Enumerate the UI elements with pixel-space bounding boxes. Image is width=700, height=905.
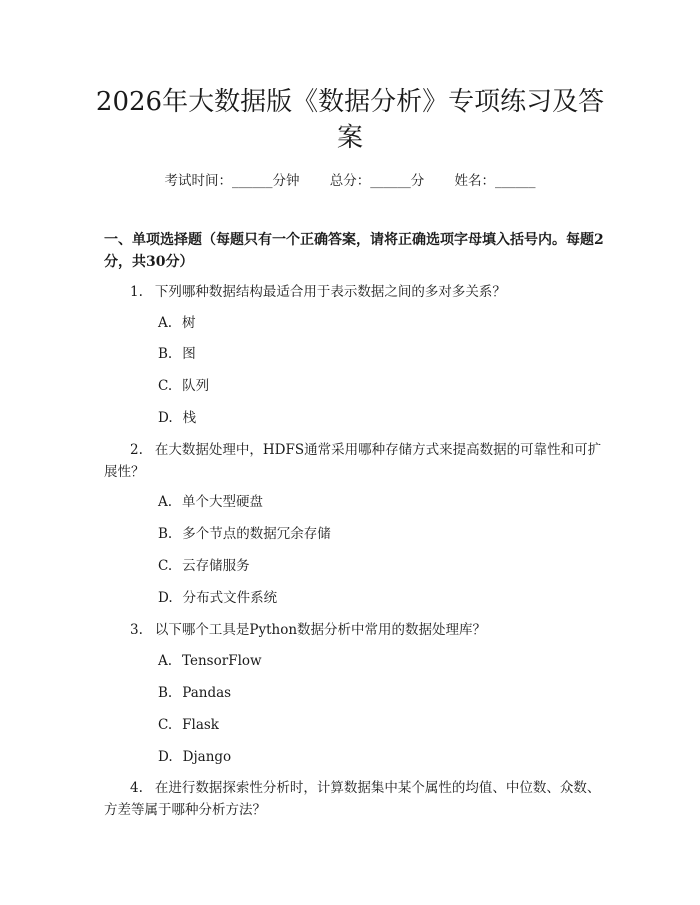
q3-option-c xyxy=(158,715,219,735)
q1-option-d xyxy=(158,408,196,428)
q2-option-a xyxy=(158,492,263,512)
section-heading: 一、单项选择题（每题只有一个正确答案，请将正确选项字母填入括号内。每题2分，共30分） xyxy=(104,232,604,270)
question-2 xyxy=(104,439,604,483)
question-number: 3. xyxy=(130,622,143,638)
option-letter: B. xyxy=(158,685,173,701)
option-text: Flask xyxy=(182,717,219,733)
exam-meta xyxy=(0,169,700,189)
q3-option-b xyxy=(158,683,231,703)
q1-option-c xyxy=(158,376,209,396)
option-text: 图 xyxy=(182,346,196,362)
q2-option-b xyxy=(158,524,331,544)
option-letter: B. xyxy=(158,346,173,362)
total-score-field: 总分：______分 xyxy=(329,173,425,189)
q2-option-d xyxy=(158,588,277,608)
q1-option-b xyxy=(158,344,196,364)
q3-option-d xyxy=(158,747,231,767)
option-letter: B. xyxy=(158,526,173,542)
name-field: 姓名：______ xyxy=(454,173,536,189)
question-text: 以下哪个工具是Python数据分析中常用的数据处理库？ xyxy=(154,622,487,638)
question-3 xyxy=(104,619,604,641)
option-letter: A. xyxy=(158,653,173,669)
q3-option-a xyxy=(158,651,262,671)
q2-option-c xyxy=(158,556,250,576)
option-text: TensorFlow xyxy=(182,653,262,669)
question-number: 1. xyxy=(130,284,143,300)
option-letter: D. xyxy=(158,410,173,426)
option-text: 分布式文件系统 xyxy=(182,590,278,606)
option-text: 栈 xyxy=(182,410,197,426)
question-text: 在进行数据探索性分析时，计算数据集中某个属性的均值、中位数、众数、方差等属于哪种分析方法？ xyxy=(104,780,601,818)
question-4 xyxy=(104,777,604,821)
option-text: Pandas xyxy=(182,685,232,701)
question-number: 4. xyxy=(130,780,143,796)
option-text: 单个大型硬盘 xyxy=(182,494,264,510)
document-title: 2026年大数据版《数据分析》专项练习及答案 xyxy=(95,87,605,153)
option-letter: C. xyxy=(158,558,173,574)
exam-time-field: 考试时间：______分钟 xyxy=(164,173,300,189)
option-text: 队列 xyxy=(182,378,210,394)
option-letter: C. xyxy=(158,378,173,394)
option-text: Django xyxy=(182,749,232,765)
question-text: 下列哪种数据结构最适合用于表示数据之间的多对多关系？ xyxy=(154,284,506,300)
option-letter: A. xyxy=(158,494,173,510)
question-number: 2. xyxy=(130,442,143,458)
option-letter: D. xyxy=(158,749,173,765)
question-1 xyxy=(104,281,604,303)
option-letter: C. xyxy=(158,717,173,733)
option-letter: A. xyxy=(158,315,173,331)
option-letter: D. xyxy=(158,590,173,606)
question-text: 在大数据处理中，HDFS通常采用哪种存储方式来提高数据的可靠性和可扩展性？ xyxy=(104,442,602,480)
q1-option-a xyxy=(158,313,196,333)
option-text: 多个节点的数据冗余存储 xyxy=(182,526,331,542)
option-text: 云存储服务 xyxy=(182,558,250,574)
option-text: 树 xyxy=(182,315,196,331)
